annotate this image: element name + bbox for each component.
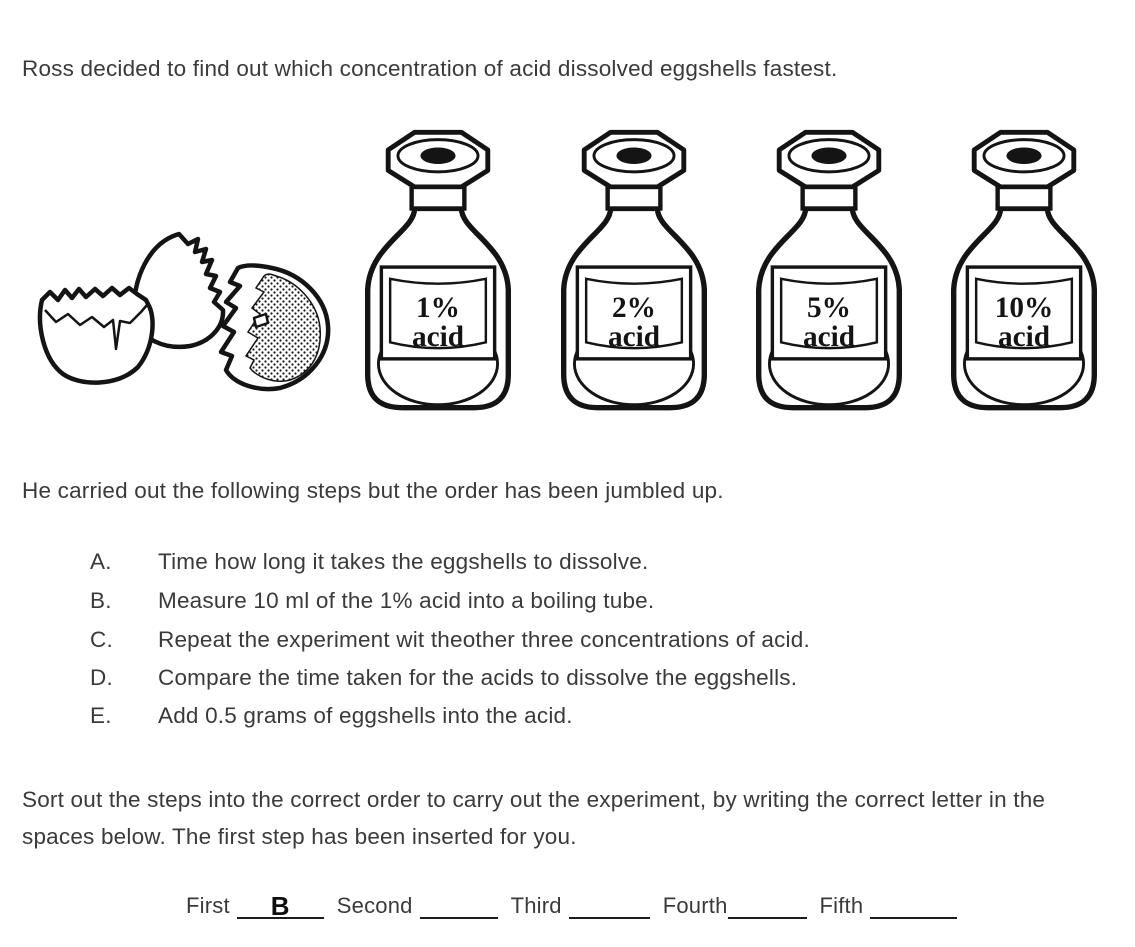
- slot-label-fifth: Fifth: [819, 893, 864, 918]
- slot-label-third: Third: [510, 893, 562, 918]
- bottle-label-acid: acid: [411, 321, 465, 354]
- step-item-c: [90, 627, 810, 653]
- step-letter: A.: [90, 549, 112, 574]
- bottle-cap: [779, 132, 879, 208]
- bottle-label: [381, 267, 494, 359]
- bottle-label-percent: 2%: [612, 291, 656, 324]
- slot-label-first: First: [186, 893, 230, 918]
- bottle-cap: [584, 132, 684, 208]
- answer-blank-fifth[interactable]: [870, 890, 957, 919]
- step-text: Add 0.5 grams of eggshells into the acid.: [158, 703, 573, 728]
- step-item-b: [90, 588, 654, 614]
- bottle-label-acid: acid: [997, 321, 1051, 354]
- eggshell-piece-left: [40, 288, 153, 383]
- step-letter: E.: [90, 703, 112, 728]
- acid-bottle-2: [551, 120, 717, 420]
- bottle-label: [772, 267, 885, 359]
- step-item-d: [90, 665, 797, 691]
- slot-label-second: Second: [336, 893, 413, 918]
- bottle-label-percent: 10%: [994, 291, 1054, 324]
- bottle-label: [577, 267, 690, 359]
- step-text: Repeat the experiment wit theother three concentrations of acid.: [158, 627, 810, 652]
- step-letter: D.: [90, 665, 113, 690]
- bottle-cap-opening: [1006, 147, 1041, 164]
- bottle-label-percent: 1%: [416, 291, 460, 324]
- answer-row: [186, 890, 957, 919]
- bottle-label: [967, 267, 1080, 359]
- bottle-cap-opening: [811, 147, 846, 164]
- answer-blank-second[interactable]: [420, 890, 498, 919]
- eggshell-piece-right: [221, 265, 328, 389]
- answer-slot-first: [186, 890, 337, 919]
- bottle-cap-opening: [420, 147, 455, 164]
- step-item-a: [90, 549, 648, 575]
- step-item-e: [90, 703, 573, 729]
- step-text: Compare the time taken for the acids to dissolve the eggshells.: [158, 665, 798, 690]
- bottle-cap-opening: [616, 147, 651, 164]
- bottle-label-percent: 5%: [807, 291, 851, 324]
- bottle-cap: [974, 132, 1074, 208]
- sorting-instructions: Sort out the steps into the correct order to carry out the experiment, by writing the correct letter in the spaces below. The first step has been inserted for you.: [22, 787, 1046, 849]
- broken-eggshells-illustration: [18, 222, 348, 417]
- acid-bottle-4: [941, 120, 1107, 420]
- step-letter: C.: [90, 627, 113, 652]
- step-text: Measure 10 ml of the 1% acid into a boiling tube.: [158, 588, 655, 613]
- answer-slot-fifth: [820, 890, 958, 919]
- step-text: Time how long it takes the eggshells to dissolve.: [158, 549, 649, 574]
- answer-blank-first[interactable]: [237, 890, 324, 919]
- answer-blank-fourth[interactable]: [728, 890, 807, 919]
- answer-slot-third: [511, 890, 663, 919]
- acid-bottle-3: [746, 120, 912, 420]
- intro-text: Ross decided to find out which concentration of acid dissolved eggshells fastest.: [22, 56, 838, 81]
- slot-label-fourth: Fourth: [662, 893, 728, 918]
- step-letter: B.: [90, 588, 112, 613]
- answer-value-first: B: [270, 891, 290, 921]
- acid-bottle-1: [355, 120, 521, 420]
- answer-slot-fourth: [663, 890, 820, 919]
- bottle-cap: [388, 132, 488, 208]
- answer-blank-third[interactable]: [569, 890, 650, 919]
- bottle-label-acid: acid: [802, 321, 856, 354]
- bottle-label-acid: acid: [607, 321, 661, 354]
- answer-slot-second: [337, 890, 511, 919]
- jumbled-note: He carried out the following steps but the order has been jumbled up.: [22, 478, 724, 503]
